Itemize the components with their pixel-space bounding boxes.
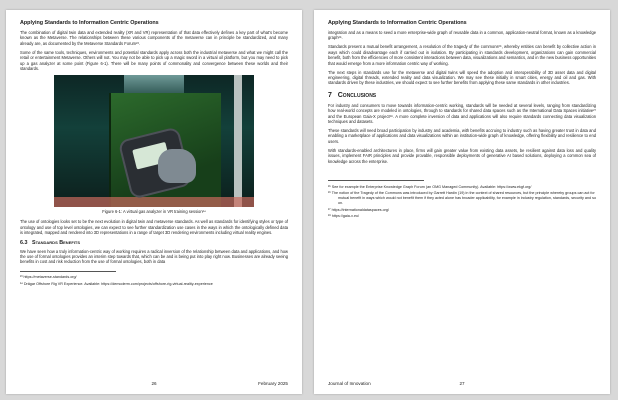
figure-window — [124, 75, 184, 93]
section-heading — [20, 240, 288, 246]
section-title: Conclusions — [337, 91, 377, 99]
footnote: ²⁵ See for example the Enterprise Knowledge Graph Forum (an OMG Managed Community). Available: https://www.ekgf.org/ — [328, 184, 532, 189]
page-number: 26 — [151, 381, 157, 386]
vr-hand — [158, 149, 196, 183]
paragraph: The use of ontologies looks set to be the next evolution in digital twin and metaverse standards. As well as standards for identifying styles or type of ontology and use of top level ontologies, we can expect to see further standardization use cases in the ways in which the ontologically defined data is integrated, mapped and rendered into 3D representations in a range of target 3D rendering environments including virtual reality engines. — [20, 219, 288, 236]
running-head: Applying Standards to Information Centric Operations — [20, 20, 159, 26]
paragraph: We have seen how a truly information-centric way of working requires a radical inversion of the relationship between data and applications, and how the use of formal ontologies provides an interim step towards that, which can be and is being put into play right now. Businesses are already seeing benefits in cost and risk reduction from the use of formal ontologies, both in data — [20, 248, 288, 265]
page-number: 27 — [459, 381, 465, 386]
paragraph: Some of the same tools, techniques, environments and potential standards apply across both the industrial metaverse and what we might call the retail or entertainment Metaverse. Others will not. You may not be able to pick up a magic sword in a virtual oil platform, but you may need to pick up a gas analyzer at some point (Figure 6-1). There will be many points of commonality and convergence between these worlds and their standards. — [20, 49, 288, 72]
paragraph: With standards-enabled architectures in place, firms will gain greater value from existing data assets, be resilient against data loss and quality issues, implement FAIR principles and provide provable, responsible deployments of generative AI based solutions, deploying a common sea of knowledge across the enterprise. — [328, 147, 596, 164]
footnote-rule — [20, 271, 116, 272]
section-number: 7 — [328, 91, 332, 99]
footer-date: February 2025 — [258, 381, 288, 386]
paragraph: Standards present a mutual benefit arrangement, a resolution of the tragedy of the commons²⁶, whereby entities can benefit by collective action in ways which could disadvantage each if carried out in isolation. By participating in standards development, organizations can gain commercial benefit, both from the efficiencies of more consistent interactions between data, visualizations and semantics, and in the new business opportunities that would emerge from a more information centric way of working. — [328, 44, 596, 66]
footnote-rule — [328, 180, 424, 181]
vr-gas-analyzer-figure — [54, 75, 254, 207]
paragraph: These standards will need broad participation by industry and academia, with benefits accruing to industry such as having greater trust in data and enabling a marketplace of applications and data visualizations within an institution-wide graph of knowledge, offering flexibility and resilience to end users. — [328, 128, 596, 144]
right-page — [314, 10, 610, 394]
paragraph: For industry and consumers to move towards information-centric working, standards will be needed at several levels, ranging from standardizing how real-world concepts are modeled in ontologies, through to standards for shared data spaces such as the International Data Spaces initiative²⁷ and the European Gaia-X project²⁸. A more complete inversion of data and applications will also require standards connecting data visualization techniques and datasets. — [328, 102, 596, 125]
paragraph: The next steps in standards use for the metaverse and digital twins will speed the adoption and interoperability of 3D asset data and digital engineering, digital threads, extended reality and data visualization. We may see these initially in smart cities, energy and oil and gas. With standards driven by these industries, we should expect to see further benefits from applying these same standards in other industries. — [328, 69, 596, 86]
page-footer — [328, 381, 596, 386]
section-title: Standards Benefits — [32, 239, 81, 246]
paragraph: The combination of digital twin data and extended reality (XR and VR) representation of that data effectively defines a key part of what's become known as the Metaverse. The relationships between these various components of the metaverse can in principle be standardized, and many already are, as documented by the Metaverse Standards Forum²³. — [20, 30, 288, 46]
footnote: ²⁷ https://internationaldataspaces.org/ — [328, 207, 389, 212]
footnote: ²⁸ https://gaia-x.eu/ — [328, 214, 360, 218]
footer-journal: Journal of Innovation — [328, 381, 371, 386]
running-head: Applying Standards to Information Centric Operations — [328, 20, 467, 26]
footnote: ²³ https://metaverse-standards.org/ — [20, 275, 77, 280]
left-page — [6, 10, 302, 394]
figure-rail — [234, 75, 242, 207]
paragraph: integration and as a means to seed a more enterprise-wide graph of reusable data in a common, application-neutral format, known as a knowledge graph²⁵. — [328, 30, 596, 41]
figure-caption: Figure 6-1: A virtual gas analyzer in VR training session²⁴ — [102, 209, 206, 215]
footnote: ²⁶ The notion of the Tragedy of the Commons was introduced by Garrett Hardin (19) in the context of shared resources, but the principle whereby groups can act for mutual benefit in ways which would not benefit them if they acted alone has broader applicability, for example in industry regulation, standards, security and so on. — [328, 191, 596, 205]
section-number: 6.3 — [20, 239, 28, 246]
figure-floor — [54, 197, 254, 207]
footnote: ²⁴ Drägar Offshore Rig VR Experience. Available: https://demoderm.com/projects/offshore-rig-virtual-reality-experience — [20, 281, 213, 286]
page-footer — [20, 381, 288, 386]
section-heading — [328, 92, 596, 99]
